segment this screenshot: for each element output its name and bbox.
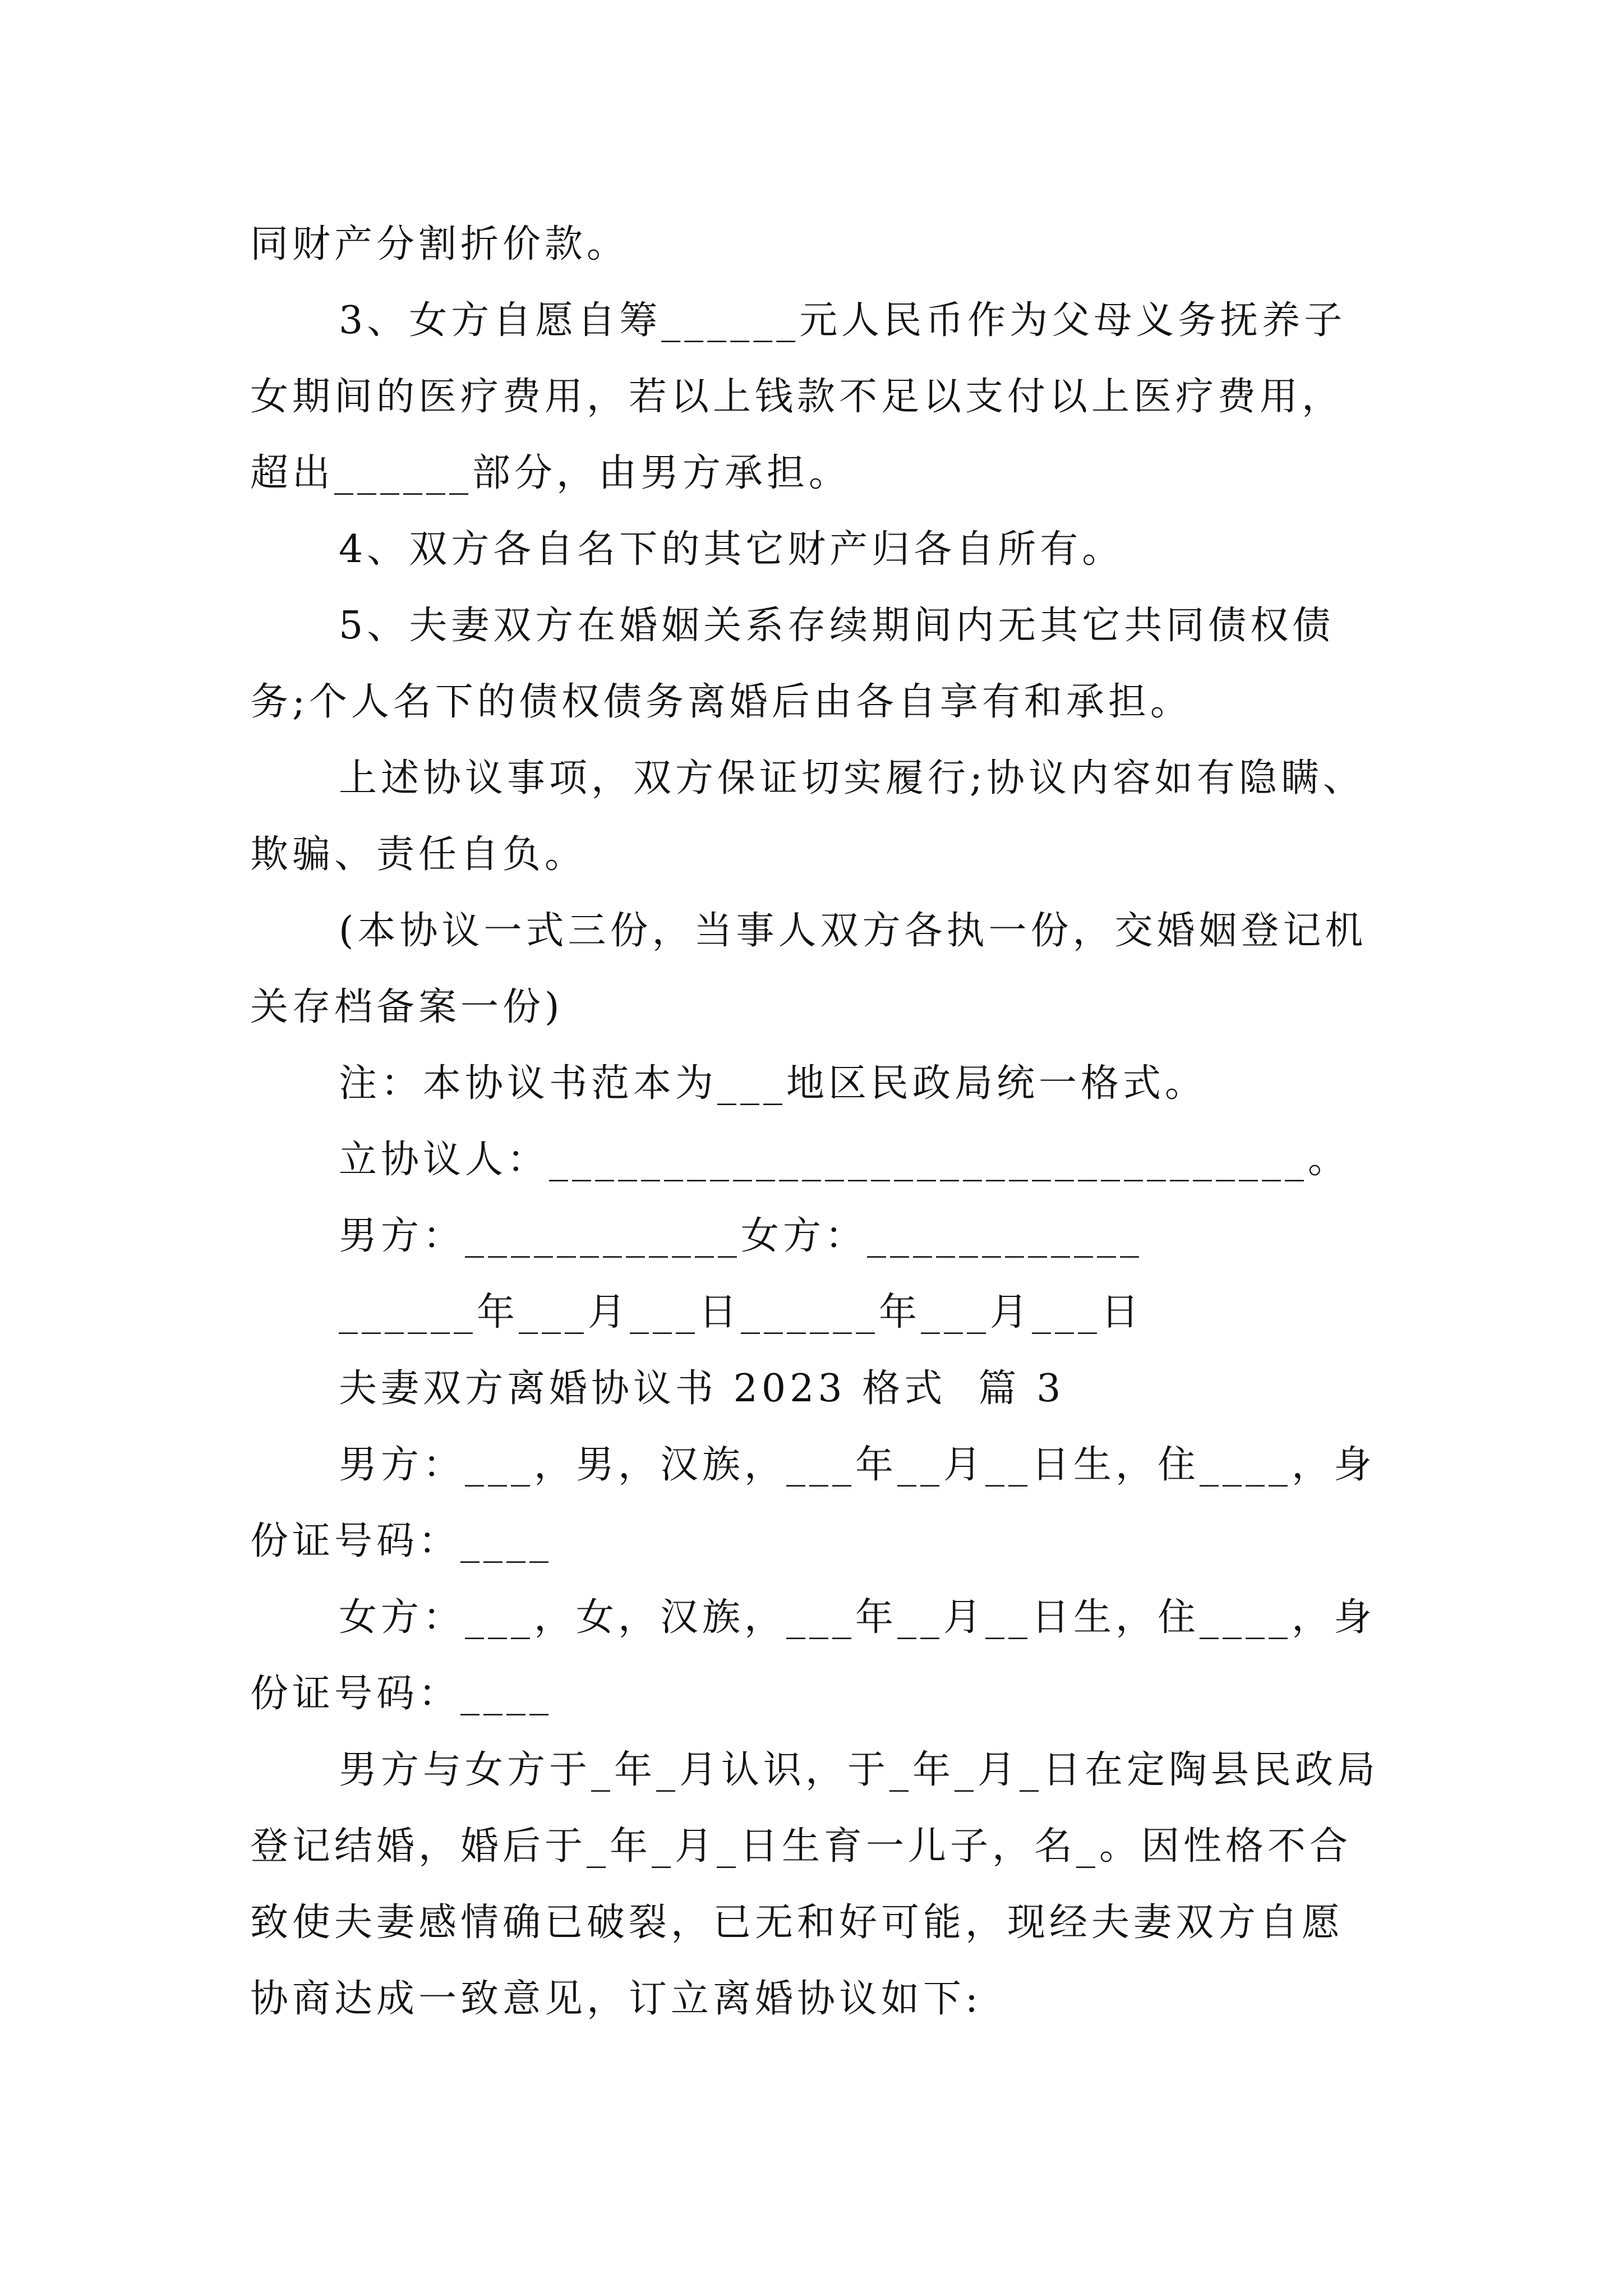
female-party-info: 女方：___，女，汉族，___年__月__日生，住____，身份证号码：____ xyxy=(250,1595,1376,1716)
section-heading: 夫妻双方离婚协议书 2023 格式 篇 3 xyxy=(339,1366,1065,1411)
clause-5-debts: 5、夫妻双方在婚姻关系存续期间内无其它共同债权债务;个人名下的债权债务离婚后由各自享有和承担。 xyxy=(250,604,1335,724)
signatory-line: 立协议人：_________________________________。 xyxy=(339,1138,1350,1182)
parties-signature-line: 男方：____________女方：____________ xyxy=(339,1214,1144,1258)
male-party-info: 男方：___，男，汉族，___年__月__日生，住____，身份证号码：____ xyxy=(250,1443,1376,1563)
clause-3-medical-fund: 3、女方自愿自筹______元人民币作为父母义务抚养子女期间的医疗费用，若以上钱款不足以支付以上医疗费用，超出______部分，由男方承担。 xyxy=(250,298,1347,495)
paragraph-template-note: 注：本协议书范本为___地区民政局统一格式。 xyxy=(339,1061,1207,1106)
paragraph-property-split-tail: 同财产分割折价款。 xyxy=(250,222,629,266)
paragraph-copies-note: (本协议一式三份，当事人双方各执一份，交婚姻登记机关存档备案一份) xyxy=(250,909,1367,1029)
date-line: ______年___月___日______年___月___日 xyxy=(339,1290,1144,1335)
paragraph-performance-guarantee: 上述协议事项，双方保证切实履行;协议内容如有隐瞒、欺骗、责任自负。 xyxy=(250,756,1365,877)
document-body xyxy=(250,206,1385,2037)
clause-4-separate-property: 4、双方各自名下的其它财产归各自所有。 xyxy=(339,527,1124,572)
paragraph-marriage-background: 男方与女方于_年_月认识，于_年_月_日在定陶县民政局登记结婚，婚后于_年_月_日生育一儿子，名_。因性格不合致使夫妻感情确已破裂，已无和好可能，现经夫妻双方自愿协商达成一致意见，订立离婚协议如下: xyxy=(250,1748,1380,2021)
